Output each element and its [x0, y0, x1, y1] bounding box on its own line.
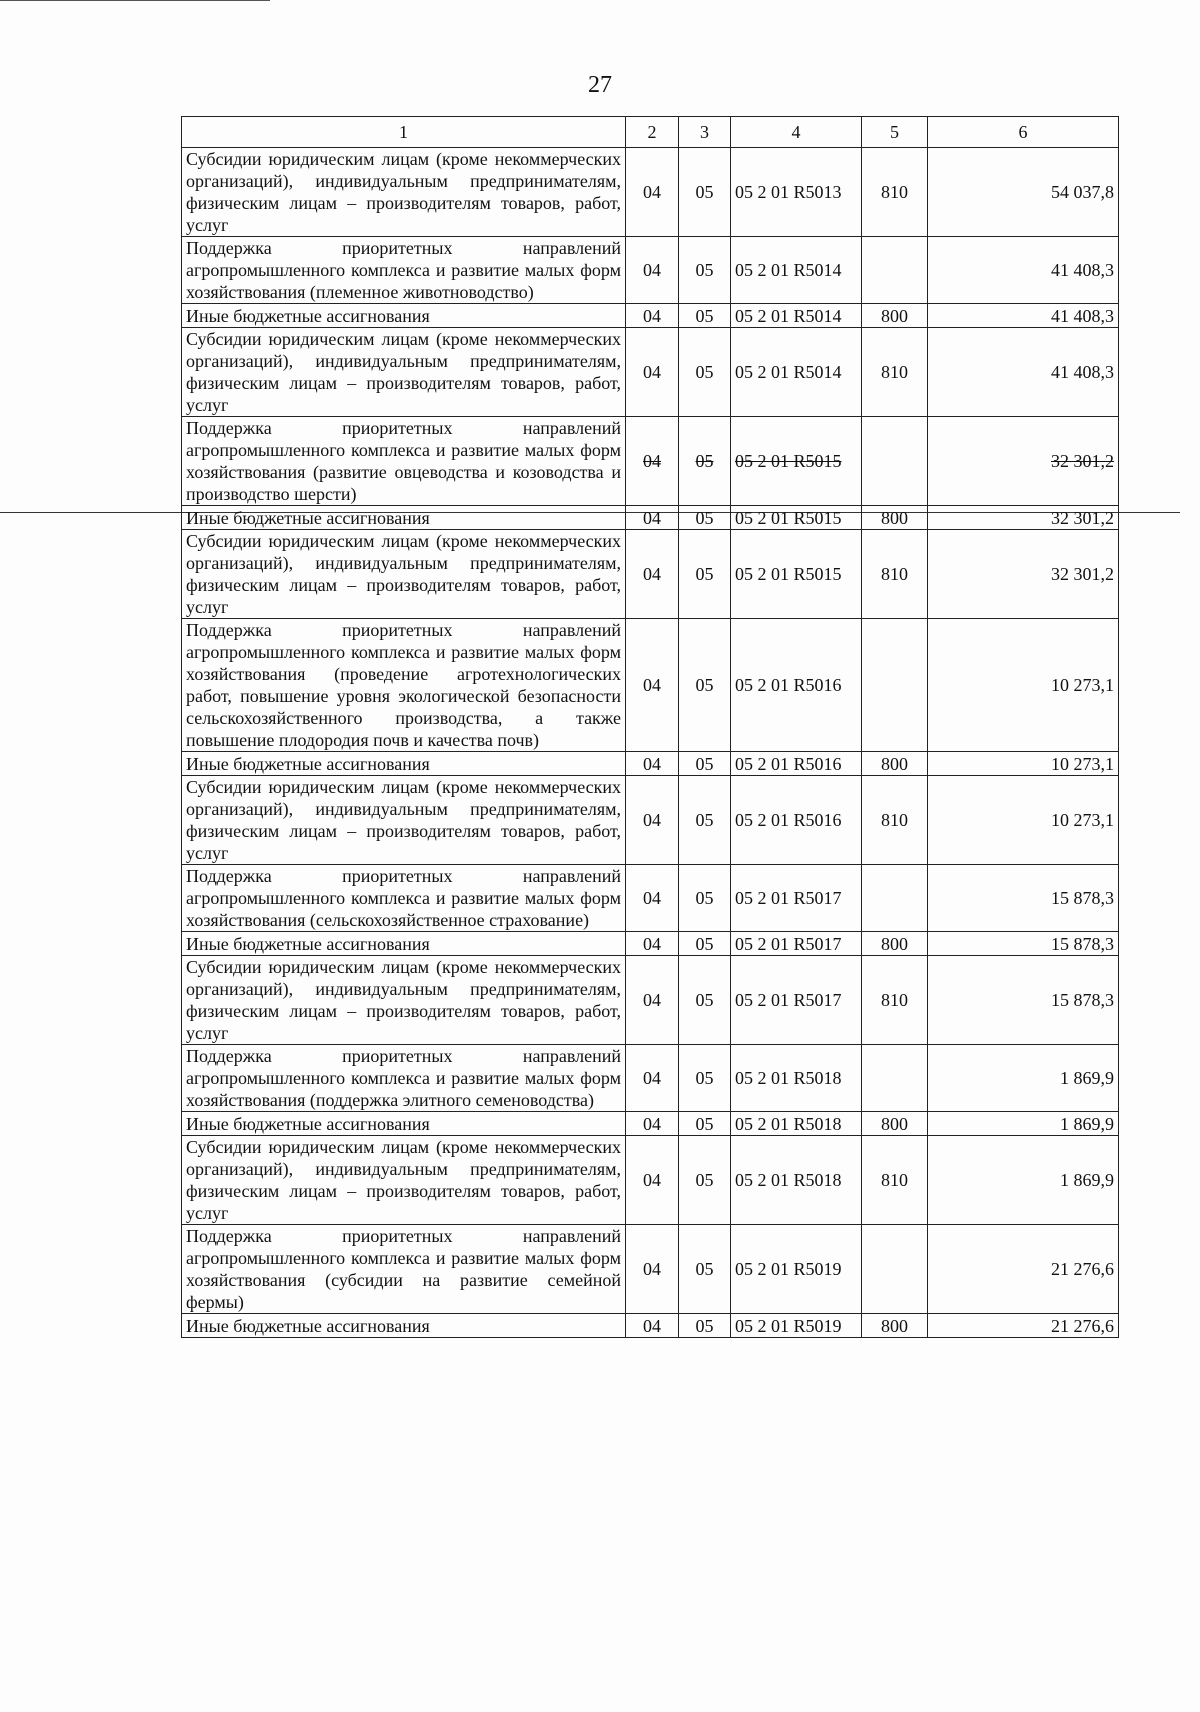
row-expense-type-cell: 800	[862, 304, 928, 328]
row-expense-type-cell	[862, 417, 928, 506]
row-name-cell: Субсидии юридическим лицам (кроме некоммерческих организаций), индивидуальным предпринимателям, физическим лицам – производителям товаров, работ, услуг	[182, 956, 626, 1045]
row-subsection-cell: 05	[679, 956, 731, 1045]
row-amount-cell: 32 301,2	[928, 506, 1119, 530]
row-name-cell: Поддержка приоритетных направлений агропромышленного комплекса и развитие малых форм хозяйствования (племенное животноводство)	[182, 237, 626, 304]
table-row	[182, 506, 1119, 530]
row-expense-type-cell: 810	[862, 776, 928, 865]
budget-table	[181, 116, 1119, 1338]
table-row	[182, 752, 1119, 776]
row-target-article-cell: 05 2 01 R5017	[731, 932, 862, 956]
row-subsection-cell: 05	[679, 932, 731, 956]
row-amount-cell: 41 408,3	[928, 237, 1119, 304]
table-row	[182, 530, 1119, 619]
table-row	[182, 1112, 1119, 1136]
row-name-cell: Иные бюджетные ассигнования	[182, 506, 626, 530]
row-section-cell: 04	[626, 1225, 679, 1314]
row-section-cell: 04	[626, 956, 679, 1045]
row-name-cell: Субсидии юридическим лицам (кроме некоммерческих организаций), индивидуальным предпринимателям, физическим лицам – производителям товаров, работ, услуг	[182, 328, 626, 417]
row-target-article-cell: 05 2 01 R5015	[731, 530, 862, 619]
row-section-cell: 04	[626, 1112, 679, 1136]
row-subsection-cell: 05	[679, 148, 731, 237]
table-row	[182, 1314, 1119, 1338]
row-amount-cell: 21 276,6	[928, 1314, 1119, 1338]
row-name-cell: Субсидии юридическим лицам (кроме некоммерческих организаций), индивидуальным предпринимателям, физическим лицам – производителям товаров, работ, услуг	[182, 530, 626, 619]
row-expense-type-cell: 800	[862, 1112, 928, 1136]
row-section-cell: 04	[626, 752, 679, 776]
scan-top-rule	[0, 0, 270, 1]
row-section-cell: 04	[626, 328, 679, 417]
row-target-article-cell: 05 2 01 R5018	[731, 1112, 862, 1136]
row-name-cell: Иные бюджетные ассигнования	[182, 752, 626, 776]
row-section-cell: 04	[626, 932, 679, 956]
row-subsection-cell: 05	[679, 530, 731, 619]
row-section-cell: 04	[626, 1136, 679, 1225]
row-amount-cell: 15 878,3	[928, 932, 1119, 956]
row-amount-cell: 1 869,9	[928, 1045, 1119, 1112]
row-target-article-cell: 05 2 01 R5016	[731, 776, 862, 865]
row-amount-cell: 41 408,3	[928, 328, 1119, 417]
row-name-cell: Субсидии юридическим лицам (кроме некоммерческих организаций), индивидуальным предпринимателям, физическим лицам – производителям товаров, работ, услуг	[182, 148, 626, 237]
row-expense-type-cell	[862, 1225, 928, 1314]
row-subsection-cell: 05	[679, 1225, 731, 1314]
row-target-article-cell: 05 2 01 R5014	[731, 304, 862, 328]
row-section-cell: 04	[626, 776, 679, 865]
row-section-cell: 04	[626, 304, 679, 328]
row-target-article-cell: 05 2 01 R5019	[731, 1314, 862, 1338]
table-row	[182, 865, 1119, 932]
row-section-cell: 04	[626, 530, 679, 619]
row-subsection-cell: 05	[679, 328, 731, 417]
row-expense-type-cell	[862, 619, 928, 752]
row-expense-type-cell: 800	[862, 506, 928, 530]
row-name-cell: Иные бюджетные ассигнования	[182, 1314, 626, 1338]
row-amount-cell: 10 273,1	[928, 776, 1119, 865]
header-cell-1: 1	[182, 117, 626, 148]
table-row	[182, 956, 1119, 1045]
row-expense-type-cell: 810	[862, 148, 928, 237]
table-row	[182, 417, 1119, 506]
row-subsection-cell: 05	[679, 752, 731, 776]
table-row	[182, 776, 1119, 865]
row-subsection-cell: 05	[679, 1136, 731, 1225]
table-row	[182, 237, 1119, 304]
header-cell-4: 4	[731, 117, 862, 148]
row-name-cell: Поддержка приоритетных направлений агропромышленного комплекса и развитие малых форм хозяйствования (сельскохозяйственное страхование)	[182, 865, 626, 932]
row-name-cell: Субсидии юридическим лицам (кроме некоммерческих организаций), индивидуальным предпринимателям, физическим лицам – производителям товаров, работ, услуг	[182, 776, 626, 865]
row-amount-cell: 15 878,3	[928, 956, 1119, 1045]
row-subsection-cell: 05	[679, 865, 731, 932]
table-row	[182, 304, 1119, 328]
row-name-cell: Иные бюджетные ассигнования	[182, 932, 626, 956]
row-target-article-cell: 05 2 01 R5018	[731, 1136, 862, 1225]
row-section-cell: 04	[626, 1045, 679, 1112]
row-target-article-cell: 05 2 01 R5017	[731, 865, 862, 932]
header-cell-2: 2	[626, 117, 679, 148]
row-amount-cell: 10 273,1	[928, 619, 1119, 752]
row-amount-cell: 41 408,3	[928, 304, 1119, 328]
row-section-cell: 04	[626, 865, 679, 932]
row-expense-type-cell: 810	[862, 1136, 928, 1225]
row-expense-type-cell: 800	[862, 1314, 928, 1338]
table-row	[182, 932, 1119, 956]
row-section-cell: 04	[626, 506, 679, 530]
row-amount-cell: 15 878,3	[928, 865, 1119, 932]
row-subsection-cell: 05	[679, 1112, 731, 1136]
row-target-article-cell: 05 2 01 R5016	[731, 752, 862, 776]
row-name-cell: Иные бюджетные ассигнования	[182, 1112, 626, 1136]
table-row	[182, 1225, 1119, 1314]
header-cell-3: 3	[679, 117, 731, 148]
row-name-cell: Поддержка приоритетных направлений агропромышленного комплекса и развитие малых форм хозяйствования (проведение агротехнологических работ, повышение уровня экологической безопасности сельскохозяйственного производства, а также повышение плодородия почв и качества почв)	[182, 619, 626, 752]
row-amount-cell: 1 869,9	[928, 1112, 1119, 1136]
row-expense-type-cell: 800	[862, 932, 928, 956]
row-expense-type-cell: 810	[862, 530, 928, 619]
row-name-cell: Субсидии юридическим лицам (кроме некоммерческих организаций), индивидуальным предпринимателям, физическим лицам – производителям товаров, работ, услуг	[182, 1136, 626, 1225]
row-target-article-cell: 05 2 01 R5018	[731, 1045, 862, 1112]
row-subsection-cell: 05	[679, 506, 731, 530]
row-amount-cell: 21 276,6	[928, 1225, 1119, 1314]
row-expense-type-cell: 810	[862, 956, 928, 1045]
table-row	[182, 148, 1119, 237]
row-name-cell: Иные бюджетные ассигнования	[182, 304, 626, 328]
row-target-article-cell: 05 2 01 R5017	[731, 956, 862, 1045]
row-subsection-cell: 05	[679, 304, 731, 328]
row-section-cell: 04	[626, 417, 679, 506]
row-name-cell: Поддержка приоритетных направлений агропромышленного комплекса и развитие малых форм хозяйствования (поддержка элитного семеноводства)	[182, 1045, 626, 1112]
row-target-article-cell: 05 2 01 R5015	[731, 506, 862, 530]
row-amount-cell: 54 037,8	[928, 148, 1119, 237]
row-subsection-cell: 05	[679, 619, 731, 752]
table-row	[182, 1136, 1119, 1225]
row-amount-cell: 10 273,1	[928, 752, 1119, 776]
row-target-article-cell: 05 2 01 R5013	[731, 148, 862, 237]
row-expense-type-cell	[862, 1045, 928, 1112]
header-cell-5: 5	[862, 117, 928, 148]
table-body	[182, 148, 1119, 1338]
row-amount-cell: 32 301,2	[928, 417, 1119, 506]
row-section-cell: 04	[626, 237, 679, 304]
header-cell-6: 6	[928, 117, 1119, 148]
table-row	[182, 1045, 1119, 1112]
row-target-article-cell: 05 2 01 R5014	[731, 328, 862, 417]
row-name-cell: Поддержка приоритетных направлений агропромышленного комплекса и развитие малых форм хозяйствования (развитие овцеводства и козоводства и производство шерсти)	[182, 417, 626, 506]
row-section-cell: 04	[626, 619, 679, 752]
row-subsection-cell: 05	[679, 1045, 731, 1112]
row-section-cell: 04	[626, 148, 679, 237]
row-expense-type-cell: 810	[862, 328, 928, 417]
row-target-article-cell: 05 2 01 R5014	[731, 237, 862, 304]
row-subsection-cell: 05	[679, 776, 731, 865]
header-row	[182, 117, 1119, 148]
row-subsection-cell: 05	[679, 237, 731, 304]
table-row	[182, 328, 1119, 417]
table-row	[182, 619, 1119, 752]
page-number: 27	[588, 72, 612, 98]
row-name-cell: Поддержка приоритетных направлений агропромышленного комплекса и развитие малых форм хозяйствования (субсидии на развитие семейной фермы)	[182, 1225, 626, 1314]
row-expense-type-cell	[862, 237, 928, 304]
row-subsection-cell: 05	[679, 417, 731, 506]
row-amount-cell: 32 301,2	[928, 530, 1119, 619]
row-target-article-cell: 05 2 01 R5019	[731, 1225, 862, 1314]
row-expense-type-cell	[862, 865, 928, 932]
row-amount-cell: 1 869,9	[928, 1136, 1119, 1225]
row-expense-type-cell: 800	[862, 752, 928, 776]
row-target-article-cell: 05 2 01 R5015	[731, 417, 862, 506]
row-section-cell: 04	[626, 1314, 679, 1338]
row-subsection-cell: 05	[679, 1314, 731, 1338]
row-target-article-cell: 05 2 01 R5016	[731, 619, 862, 752]
